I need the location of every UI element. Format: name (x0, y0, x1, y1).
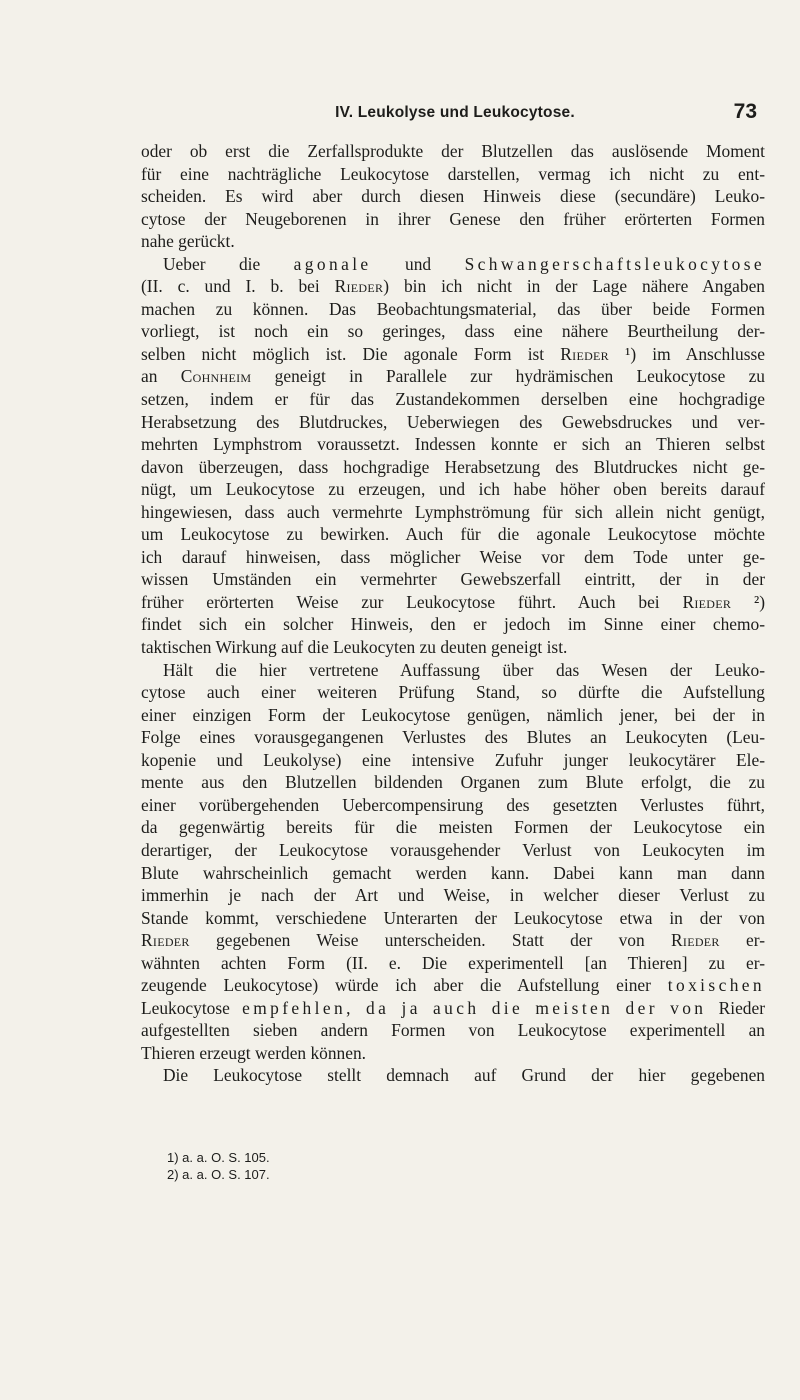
text-line: cytose auch einer weiteren Prüfung Stand, so dürfte die Aufstellung (141, 682, 765, 703)
text-line (141, 253, 765, 276)
text-line: oder ob erst die Zerfallsprodukte der Blutzellen das auslösende Moment (141, 141, 765, 161)
text-line: taktischen Wirkung auf die Leukocyten zu deuten geneigt ist. (141, 637, 568, 658)
body-text (141, 140, 765, 1087)
text-line (141, 929, 765, 952)
text-segment: geneigt in Parallele zur hydrämischen Leukocytose zu (251, 366, 765, 387)
text-line: da gegenwärtig bereits für die meisten Formen der Leukocytose ein (141, 817, 765, 838)
footnote: 1) a. a. O. S. 105. (167, 1150, 270, 1165)
text-line: hingewiesen, dass auch vermehrte Lymphströmung für sich allein nicht genügt, (141, 501, 765, 522)
author-name: Cohnheim (180, 366, 252, 387)
text-segment: und (371, 253, 465, 274)
text-line: cytose der Neugeborenen in ihrer Genese den früher erörterten Formen (141, 208, 765, 229)
text-segment: gegebenen Weise unterscheiden. Statt der von (189, 930, 671, 951)
text-line: Stande kommt, verschiedene Unterarten der Leukocytose etwa in der von (141, 907, 765, 928)
emphasized-term: toxischen (667, 975, 765, 996)
text-line (141, 591, 765, 614)
text-line (141, 365, 765, 388)
text-line: um Leukocytose zu bewirken. Auch für die agonale Leukocytose möchte (141, 524, 765, 545)
text-segment: Leukocytose (141, 997, 230, 1018)
text-line: Hält die hier vertretene Auffassung über das Wesen der Leuko- (163, 659, 765, 680)
text-line: findet sich ein solcher Hinweis, den er jedoch im Sinne einer chemo- (141, 614, 765, 635)
emphasized-term: agonale (293, 253, 372, 274)
text-segment: er- (719, 930, 765, 951)
text-line: derartiger, der Leukocytose vorausgehender Verlust von Leukocyten im (141, 839, 765, 860)
text-segment: (II. c. und I. b. bei (141, 276, 335, 297)
text-line: vorliegt, ist noch ein so geringes, dass eine nähere Beurtheilung der- (141, 321, 765, 342)
text-segment: ) bin ich nicht in der Lage nähere Angaben (383, 276, 765, 297)
text-line: nahe gerückt. (141, 231, 235, 252)
page-number: 73 (733, 100, 757, 123)
text-line: einer vorübergehenden Uebercompensirung des gesetzten Verlustes führt, (141, 794, 765, 815)
emphasized-term: empfehlen, da ja auch die meisten der von (229, 997, 719, 1018)
text-line: nügt, um Leukocytose zu erzeugen, und ich habe höher oben bereits darauf (141, 479, 765, 500)
text-line: immerhin je nach der Art und Weise, in welcher dieser Verlust zu (141, 885, 765, 906)
text-segment: ²) (731, 591, 765, 612)
text-segment: Rieder (718, 997, 765, 1018)
running-head: IV. Leukolyse und Leukocytose. (335, 104, 575, 121)
text-line: wissen Umständen ein vermehrter Gewebszerfall eintritt, der in der (141, 569, 765, 590)
text-segment: selben nicht möglich ist. Die agonale Form ist (141, 343, 561, 364)
footnote: 2) a. a. O. S. 107. (167, 1167, 270, 1182)
text-segment: an (141, 366, 181, 387)
text-segment: zeugende Leukocytose) würde ich aber die Aufstellung einer (141, 975, 668, 996)
text-segment: ¹) im Anschlusse (609, 343, 765, 364)
text-line (141, 997, 765, 1020)
text-segment: Ueber die (163, 253, 294, 274)
page-header (145, 100, 765, 132)
text-line: für eine nachträgliche Leukocytose darstellen, vermag ich nicht zu ent- (141, 163, 765, 184)
text-line: Folge eines vorausgegangenen Verlustes des Blutes an Leukocyten (Leu- (141, 727, 765, 748)
emphasized-term: Schwangerschaftsleukocytose (464, 253, 765, 274)
text-line: setzen, indem er für das Zustandekommen derselben eine hochgradige (141, 389, 765, 410)
text-line: scheiden. Es wird aber durch diesen Hinweis diese (secundäre) Leuko- (141, 186, 765, 207)
text-line: davon überzeugen, dass hochgradige Herabsetzung des Blutdruckes nicht ge- (141, 456, 765, 477)
text-line: Die Leukocytose stellt demnach auf Grund der hier gegebenen (163, 1065, 765, 1086)
text-line: Thieren erzeugt werden können. (141, 1042, 367, 1063)
text-line: ich darauf hinweisen, dass möglicher Weise vor dem Tode unter ge- (141, 546, 765, 567)
text-line (141, 275, 765, 298)
author-name: Rieder (682, 591, 732, 612)
text-line: mehrten Lymphstrom voraussetzt. Indessen konnte er sich an Thieren selbst (141, 434, 765, 455)
text-line: Herabsetzung des Blutdruckes, Ueberwiegen des Gewebsdruckes und ver- (141, 411, 765, 432)
text-segment: früher erörterten Weise zur Leukocytose führt. Auch bei (141, 591, 683, 612)
text-line (141, 974, 765, 997)
text-line (141, 343, 765, 366)
text-line: aufgestellten sieben andern Formen von Leukocytose experimentell an (141, 1020, 765, 1041)
text-line: kopenie und Leukolyse) eine intensive Zufuhr junger leukocytärer Ele- (141, 749, 765, 770)
text-line: machen zu können. Das Beobachtungsmaterial, das über beide Formen (141, 298, 765, 319)
author-name: Rieder (560, 343, 609, 364)
footnotes (167, 1149, 467, 1183)
author-name: Rieder (141, 930, 190, 951)
author-name: Rieder (334, 276, 384, 297)
text-line: mente aus den Blutzellen bildenden Organen zum Blute erfolgt, die zu (141, 772, 765, 793)
text-line: wähnten achten Form (II. e. Die experimentell [an Thieren] zu er- (141, 952, 765, 973)
author-name: Rieder (671, 930, 720, 951)
text-line: Blute wahrscheinlich gemacht werden kann. Dabei kann man dann (141, 862, 765, 883)
text-line: einer einzigen Form der Leukocytose genügen, nämlich jener, bei der in (141, 704, 765, 725)
